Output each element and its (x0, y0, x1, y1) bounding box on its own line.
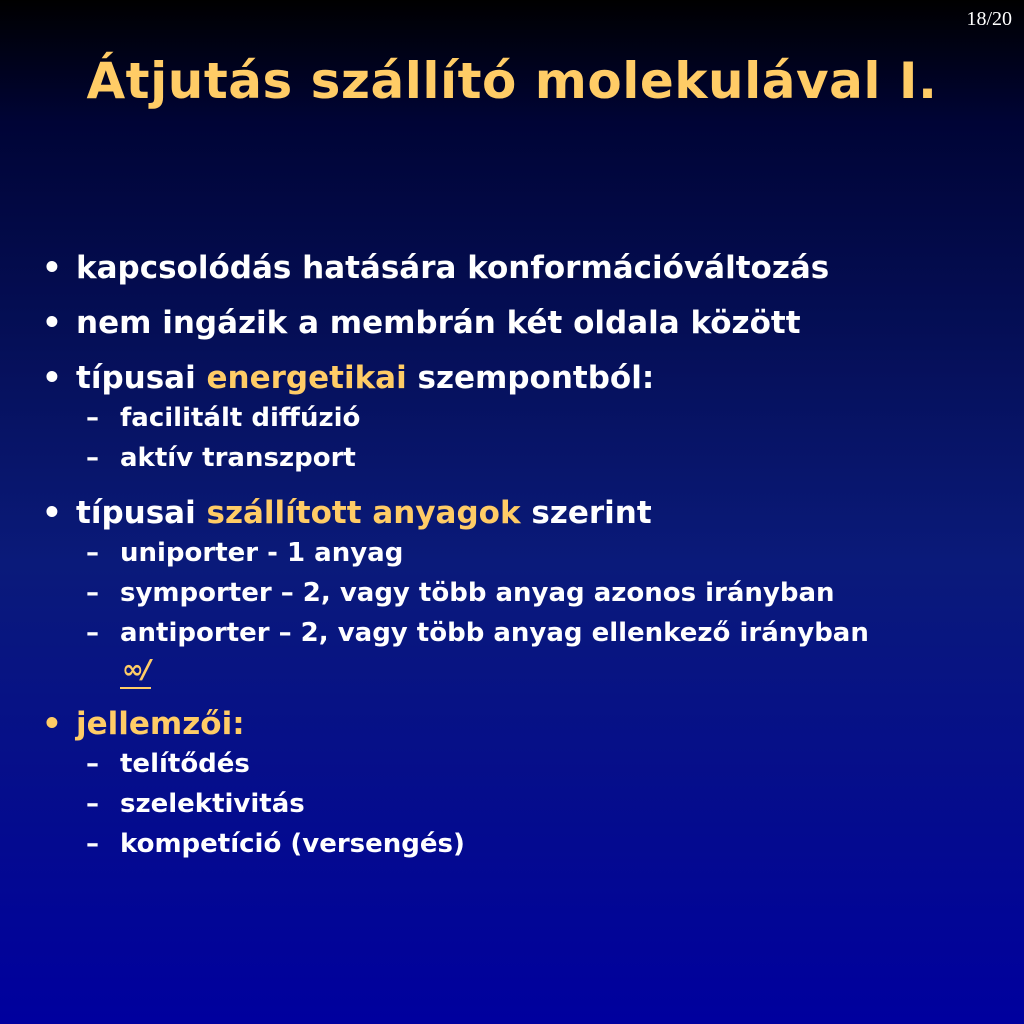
sub-list (40, 398, 1010, 478)
sub-dash: – (86, 443, 99, 473)
bullet-dot: • (42, 360, 62, 396)
slide-title: Átjutás szállító molekulával I. (86, 52, 938, 110)
bullet-dot: • (42, 250, 62, 286)
sub-text: telítődés (120, 749, 250, 779)
bullet-text: nem ingázik a membrán két oldala között (76, 305, 801, 341)
sub-dash: – (86, 618, 99, 648)
bullet-item (40, 248, 1010, 288)
bullet-item (40, 303, 1010, 343)
sub-item (40, 438, 1010, 478)
sub-item (40, 398, 1010, 438)
sub-text: facilitált diffúzió (120, 403, 361, 433)
sub-item (40, 533, 1010, 573)
sub-text: kompetíció (versengés) (120, 829, 465, 859)
bullet-dot: • (42, 305, 62, 341)
sub-dash: – (86, 829, 99, 859)
sub-text: szelektivitás (120, 789, 305, 819)
sub-text: symporter – 2, vagy több anyag azonos irányban (120, 578, 835, 608)
sub-text: uniporter - 1 anyag (120, 538, 404, 568)
sub-item (40, 784, 1010, 824)
link-row (40, 653, 1010, 689)
bullet-item (40, 704, 1010, 864)
bullet-dot: • (42, 706, 62, 742)
sub-item (40, 573, 1010, 613)
sub-item (40, 613, 1010, 653)
bullet-item (40, 358, 1010, 478)
bullet-text: kapcsolódás hatására konformációváltozás (76, 250, 830, 286)
sub-dash: – (86, 749, 99, 779)
bullet-item (40, 493, 1010, 689)
highlight-text: szállított anyagok (206, 495, 521, 531)
highlight-text: jellemzői: (76, 706, 245, 742)
sub-text: antiporter – 2, vagy több anyag ellenkező irányban (120, 618, 869, 648)
bullet-dot: • (42, 495, 62, 531)
page-number: 18/20 (966, 8, 1012, 30)
sub-item (40, 824, 1010, 864)
bullet-text: szempontból: (406, 360, 655, 396)
sub-list (40, 533, 1010, 689)
sub-item (40, 744, 1010, 784)
bullet-text: szerint (520, 495, 652, 531)
glasses-link-icon[interactable]: ∞∕ (120, 653, 151, 689)
bullet-text: típusai (76, 360, 207, 396)
bullet-list (40, 248, 1010, 879)
sub-dash: – (86, 578, 99, 608)
sub-list (40, 744, 1010, 864)
bullet-text: típusai (76, 495, 207, 531)
sub-text: aktív transzport (120, 443, 356, 473)
sub-dash: – (86, 403, 99, 433)
highlight-text: energetikai (206, 360, 407, 396)
sub-dash: – (86, 789, 99, 819)
sub-dash: – (86, 538, 99, 568)
